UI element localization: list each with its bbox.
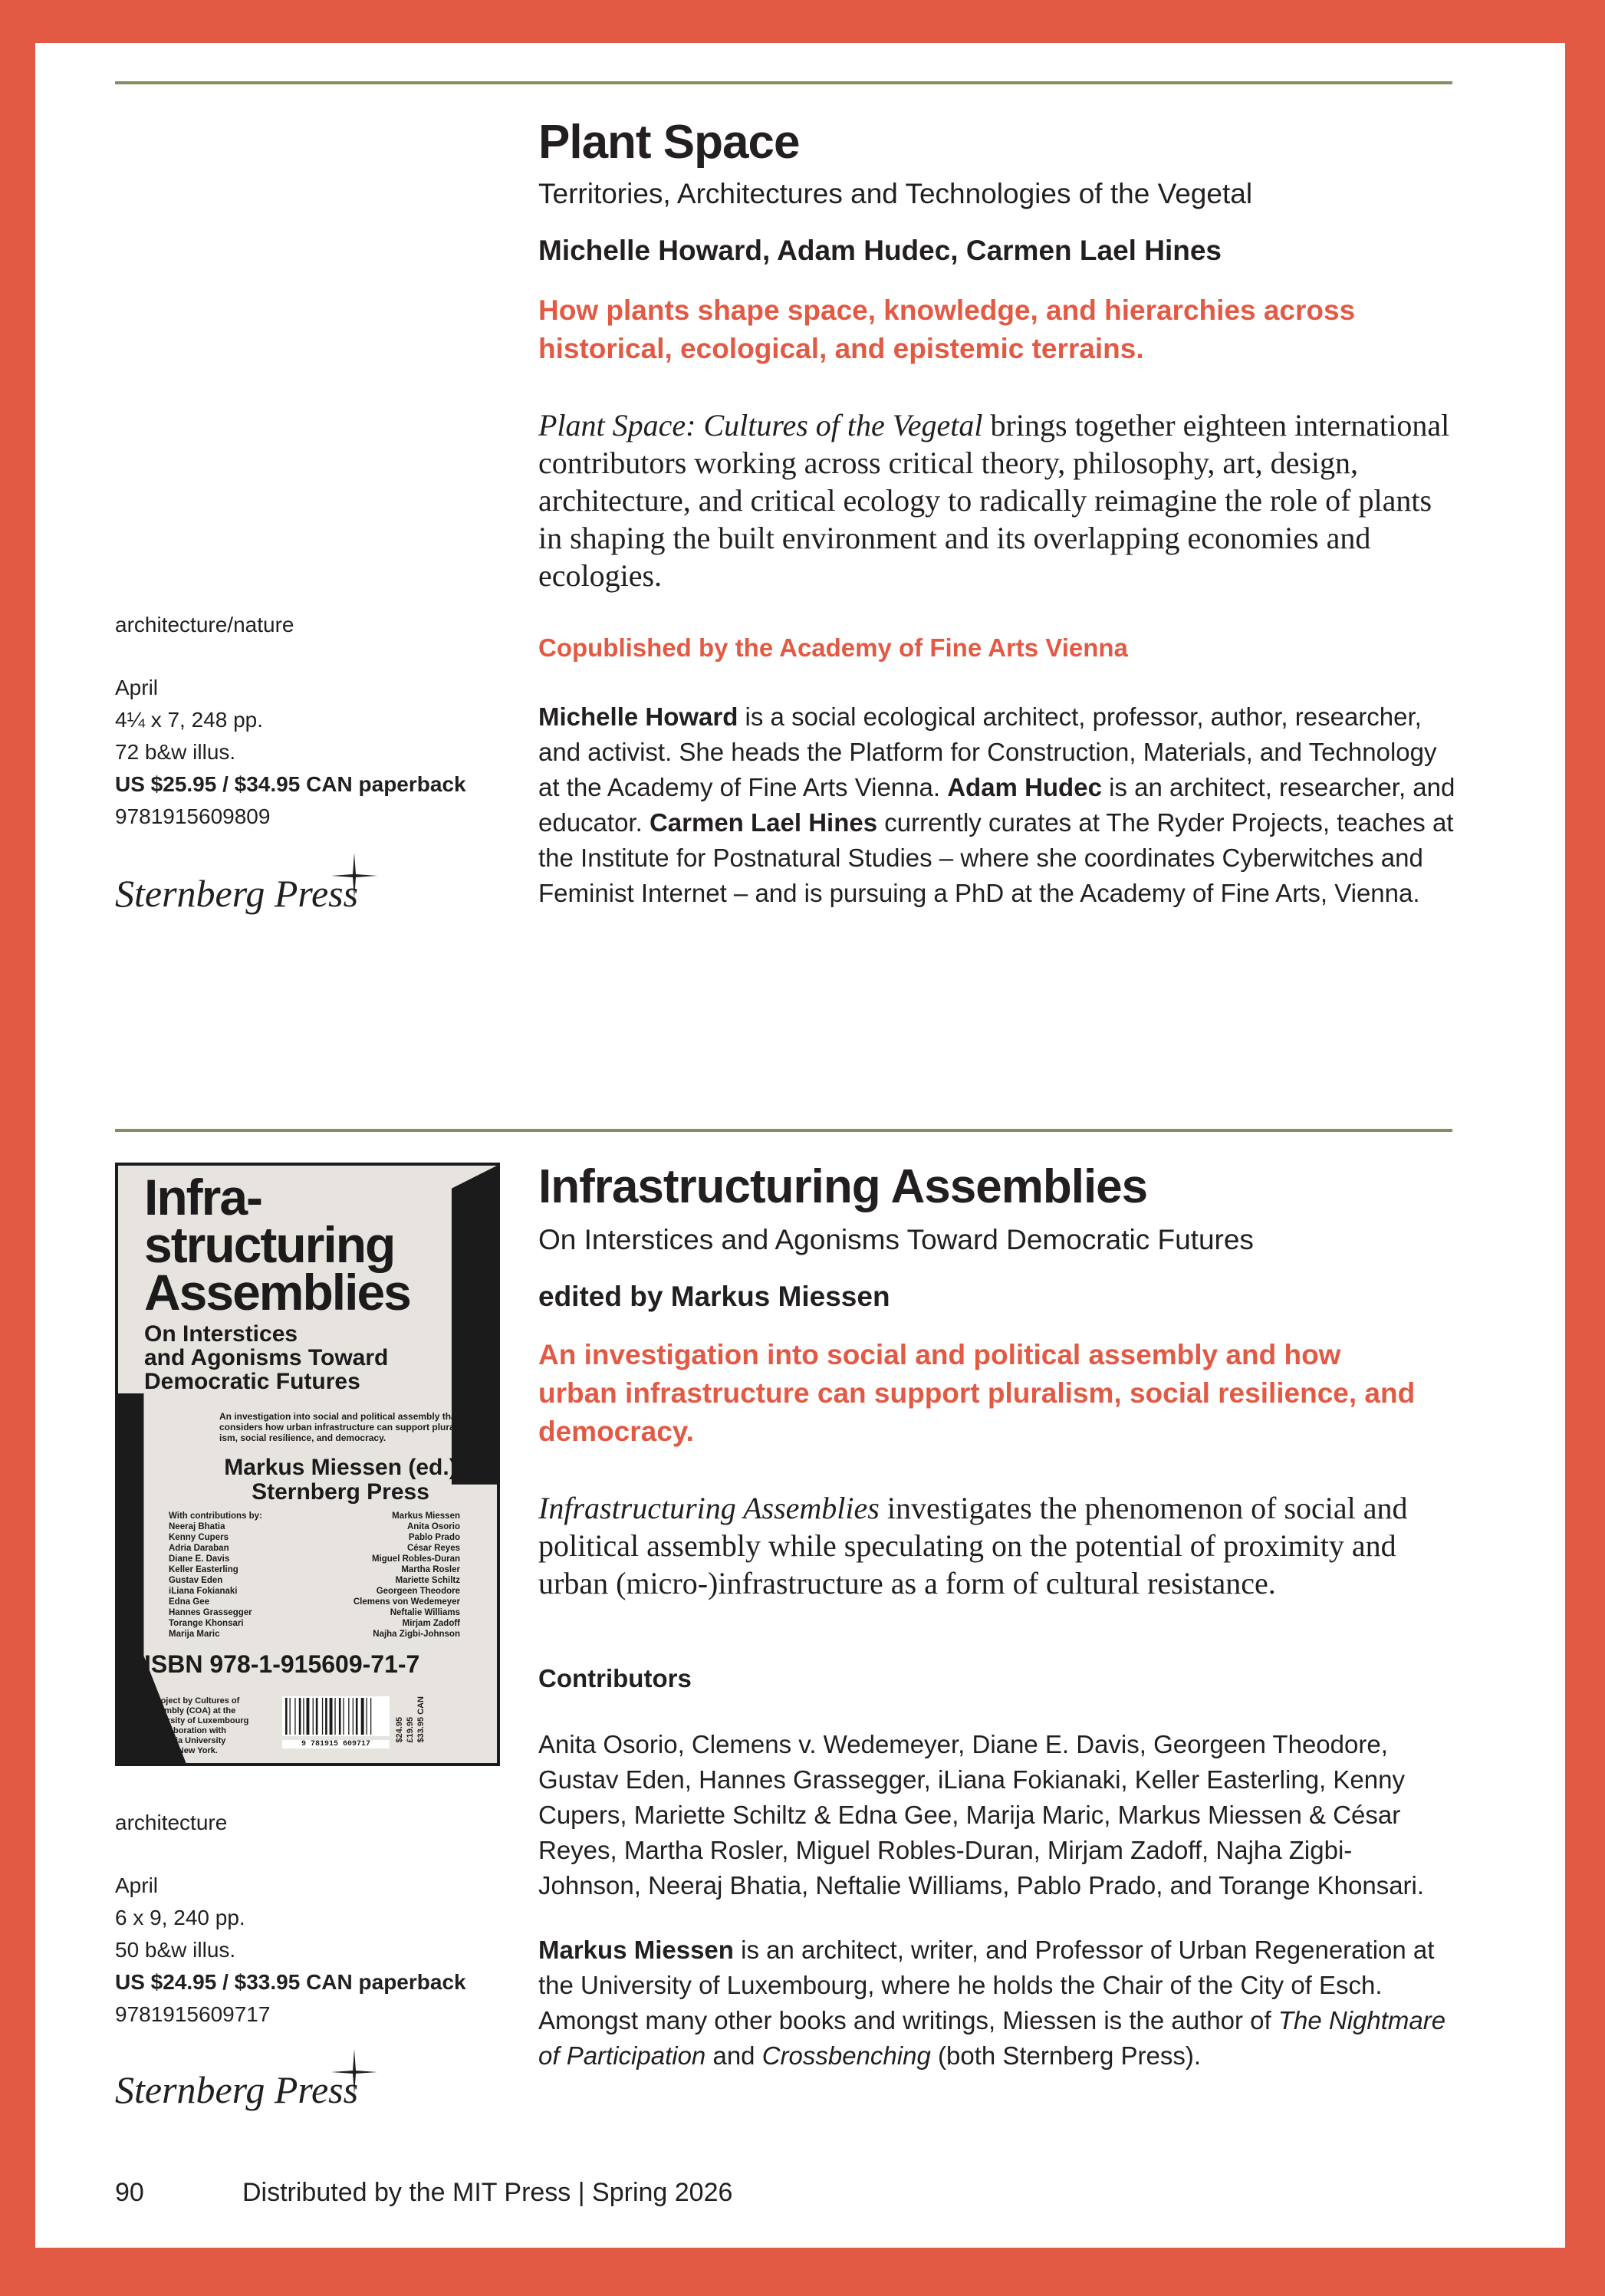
cover-contributor: Martha Rosler	[401, 1565, 460, 1574]
isbn: 9781915609717	[115, 2002, 271, 2026]
cover-isbn: ISBN 978-1-915609-71-7	[144, 1650, 420, 1678]
cover-contributor: Edna Gee	[169, 1597, 210, 1607]
cover-price: $24.95 £19.95 $33.95 CAN	[395, 1696, 426, 1743]
cover-contributor: Pablo Prado	[408, 1533, 460, 1542]
isbn: 9781915609809	[115, 804, 271, 828]
book-description: Plant Space: Cultures of the Vegetal brings together eighteen international contributors working across critical theory, philosophy, art, design, architecture, and critical ecology to radically reimagine the role of plants in shaping the built environment and its overlapping economies and ecologies.	[538, 408, 1450, 593]
section-divider	[115, 1129, 1452, 1132]
illustrations: 72 b&w illus.	[115, 740, 236, 764]
illustrations: 50 b&w illus.	[115, 1938, 236, 1962]
book-subtitle: Territories, Architectures and Technologies of the Vegetal	[538, 178, 1253, 209]
release-month: April	[115, 1873, 159, 1897]
editor-bio: Markus Miessen is an architect, writer, and Professor of Urban Regeneration at the University of Luxembourg, where he holds the Chair of the City of Esch. Amongst many other books and writings, Miessen is the author of The Nightmare of Participation and Crossbenching (both Sternberg Press).	[538, 1936, 1446, 2070]
cover-contributor: Mirjam Zadoff	[402, 1619, 460, 1628]
cover-contributor: Najha Zigbi-Johnson	[373, 1630, 460, 1639]
cover-contributor: Hannes Grassegger	[169, 1608, 252, 1617]
footer-text: Distributed by the MIT Press | Spring 2026	[242, 2178, 733, 2207]
book-authors: edited by Markus Miessen	[538, 1281, 890, 1312]
cover-contributor: With contributions by:	[169, 1511, 262, 1521]
release-month: April	[115, 676, 159, 699]
catalog-page	[35, 43, 1565, 2248]
author-bios: Michelle Howard is a social ecological architect, professor, author, researcher, and activist. She heads the Platform for Construction, Materials, and Technology at the Academy of Fine Arts Vienna. Adam Hudec is an architect, researcher, and educator. Carmen Lael Hines currently curates at The Ryder Projects, teaches at the Institute for Postnatural Studies – where she coordinates Cyberwitches and Feminist Internet – and is pursuing a PhD at the Academy of Fine Arts, Vienna.	[538, 702, 1455, 907]
book-title: Plant Space	[538, 116, 800, 169]
price: US $24.95 / $33.95 CAN paperback	[115, 1970, 466, 1994]
book-subtitle: On Interstices and Agonisms Toward Democratic Futures	[538, 1224, 1254, 1255]
cover-contributor: Kenny Cupers	[169, 1533, 229, 1542]
contributors-heading: Contributors	[538, 1664, 692, 1692]
copublisher-note: Copublished by the Academy of Fine Arts Vienna	[538, 633, 1128, 662]
cover-contributor: Mariette Schiltz	[395, 1576, 460, 1585]
cover-contributor: Adria Daraban	[169, 1544, 229, 1553]
cover-contributor: Miguel Robles-Duran	[371, 1554, 460, 1564]
book-cover	[115, 1163, 500, 1766]
cover-contributors-right	[310, 1511, 460, 1640]
cover-contributor: Diane E. Davis	[169, 1554, 230, 1564]
price: US $25.95 / $34.95 CAN paperback	[115, 772, 466, 796]
cover-editor: Markus Miessen (ed.) Sternberg Press	[224, 1455, 457, 1505]
cover-contributor: Neeraj Bhatia	[169, 1522, 225, 1531]
cover-title: Infra- structuring Assemblies	[144, 1169, 410, 1321]
book-title: Infrastructuring Assemblies	[538, 1160, 1148, 1213]
cover-contributor: Gustav Eden	[169, 1576, 223, 1585]
barcode: 9 781915 609717	[282, 1696, 390, 1747]
cover-contributor: Neftalie Williams	[390, 1608, 460, 1617]
book-description: Infrastructuring Assemblies investigates the phenomenon of social and political assembly while speculating on the potential of proximity and urban (micro-)infrastructure as a form of cultural resistance.	[538, 1491, 1408, 1600]
book-metadata	[115, 1807, 544, 2031]
cover-contributor: Clemens von Wedemeyer	[353, 1597, 460, 1607]
star-icon	[331, 853, 377, 899]
cover-contributor: Marija Maric	[169, 1630, 220, 1639]
category: architecture/nature	[115, 613, 294, 636]
cover-contributor: César Reyes	[406, 1544, 460, 1553]
category: architecture	[115, 1811, 228, 1834]
cover-contributor: Markus Miessen	[392, 1511, 460, 1521]
cover-contributors-left	[169, 1511, 262, 1640]
format: 4¼ x 7, 248 pp.	[115, 708, 264, 732]
cover-blurb: An investigation into social and political assembly that considers how urban infrastructure can support plural- ism, social resilience, and democracy.	[219, 1411, 461, 1443]
cover-subtitle: On Interstices and Agonisms Toward Democratic Futures	[144, 1321, 389, 1394]
star-icon	[331, 2049, 377, 2095]
cover-contributor: Anita Osorio	[406, 1522, 460, 1531]
cover-contributor: iLiana Fokianaki	[169, 1587, 238, 1596]
publisher-logo: Sternberg Press	[115, 2067, 358, 2112]
section-divider	[115, 81, 1452, 84]
cover-contributor: Keller Easterling	[169, 1565, 238, 1574]
page-number: 90	[115, 2178, 144, 2207]
cover-contributor: Georgeen Theodore	[376, 1587, 460, 1596]
book-metadata	[115, 609, 544, 833]
book-authors: Michelle Howard, Adam Hudec, Carmen Lael Hines	[538, 235, 1222, 266]
book-hook: An investigation into social and political assembly and how urban infrastructure can support pluralism, social resilience, and democracy.	[538, 1339, 1416, 1447]
cover-contributor: Torange Khonsari	[169, 1619, 244, 1628]
format: 6 x 9, 240 pp.	[115, 1906, 245, 1929]
contributors-list: Anita Osorio, Clemens v. Wedemeyer, Diane E. Davis, Georgeen Theodore, Gustav Eden, Hannes Grassegger, iLiana Fokianaki, Keller Easterling, Kenny Cupers, Mariette Schiltz & Edna Gee, Marija Maric, Markus Miessen & César Reyes, Martha Rosler, Miguel Robles-Duran, Mirjam Zadoff, Najha Zigbi-Johnson, Neeraj Bhatia, Neftalie Williams, Pablo Prado, and Torange Khonsari.	[538, 1730, 1425, 1900]
publisher-logo: Sternberg Press	[115, 871, 358, 916]
book-hook: How plants shape space, knowledge, and hierarchies across historical, ecological, and epistemic terrains.	[538, 294, 1356, 364]
cover-project-note: A project by Cultures of Assembly (COA) at the University of Luxembourg in collaboration with Columbia University GSAAP, New York.	[144, 1696, 249, 1755]
